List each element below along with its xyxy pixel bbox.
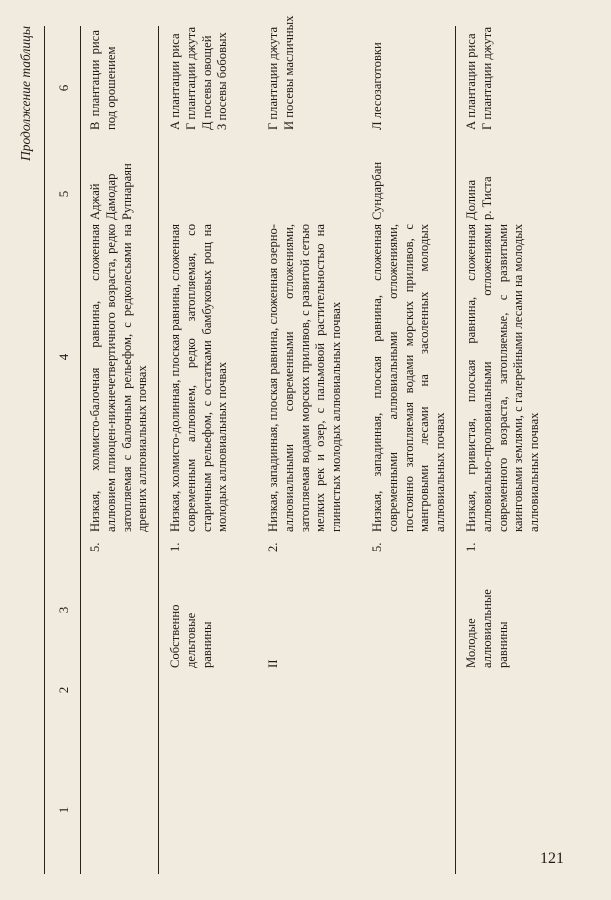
row-group: Молодые аллювиальные равнины [464,589,510,668]
col-number-3: 3 [56,606,71,614]
col-number-5: 5 [56,190,71,198]
row-description: Низкая, западинная, плоская равнина, сложенная современными аллювиальными отложениями, постоянно затопляемая водами морских приливов, с мангровыми лесами на засоленных молодых аллювиальных почвах [370,224,448,532]
row-location: Долина р. Тиста [464,176,494,220]
rule-header [80,26,81,874]
rule-top [44,26,45,874]
row-group: II [266,659,280,668]
row-location: Сундарбан [370,161,384,220]
page-number: 121 [540,850,564,867]
rotated-table [10,15,570,882]
rule-row-2 [455,26,456,874]
col-number-4: 4 [56,353,71,361]
row-usage: Г плантации джута И посевы масличных [266,15,296,130]
row-usage: Л лесозаготовки [370,42,384,130]
row-number: 1. [168,542,182,552]
row-description: Низкая, холмисто-балочная равнина, сложенная аллювием плиоцен-нижнечетвертичного возраста, редко затопляемая с балочным рельефом, с редколесьями на древних аллювиальных почвах [88,224,150,532]
row-number: 1. [464,542,478,552]
row-usage: В плантации риса под орошением [88,30,118,130]
row-usage: А плантации риса Г плантации джута [464,26,494,130]
rule-row-1 [158,26,159,874]
row-location: Аджай Дамодар Рупнараян [88,163,134,220]
row-description: Низкая, гривистая, плоская равнина, сложенная аллювиально-пролювиальными отложениями современного возраста, затопляемые, с развитыми каинговыми землями, с галерейными лесами на молодых аллювиальных почвах [464,224,542,532]
col-number-2: 2 [56,686,71,694]
row-number: 5. [88,542,102,552]
table-caption: Продолжение таблицы [18,26,33,162]
col-number-1: 1 [56,806,71,814]
row-number: 5. [370,542,384,552]
row-group: Собственно дельтовые равнины [168,604,214,668]
row-description: Низкая, западинная, плоская равнина, сложенная озерно-аллювиальными современными отложениями, затопляемая водами морских приливов, с развитой сетью мелких рек и озер, с пальмовой растительностью на глинистых молодых аллювиальных почвах [266,224,344,532]
row-number: 2. [266,542,280,552]
row-description: Низкая, холмисто-долинная, плоская равнина, сложенная современным аллювием, редко затопляемая, со старичным рельефом, с остатками бамбуковых рощ на молодых аллювиальных почвах [168,224,230,532]
row-usage: А плантации риса Г плантации джута Д посевы овощей З посевы бобовых [168,26,230,130]
col-number-6: 6 [56,84,71,92]
